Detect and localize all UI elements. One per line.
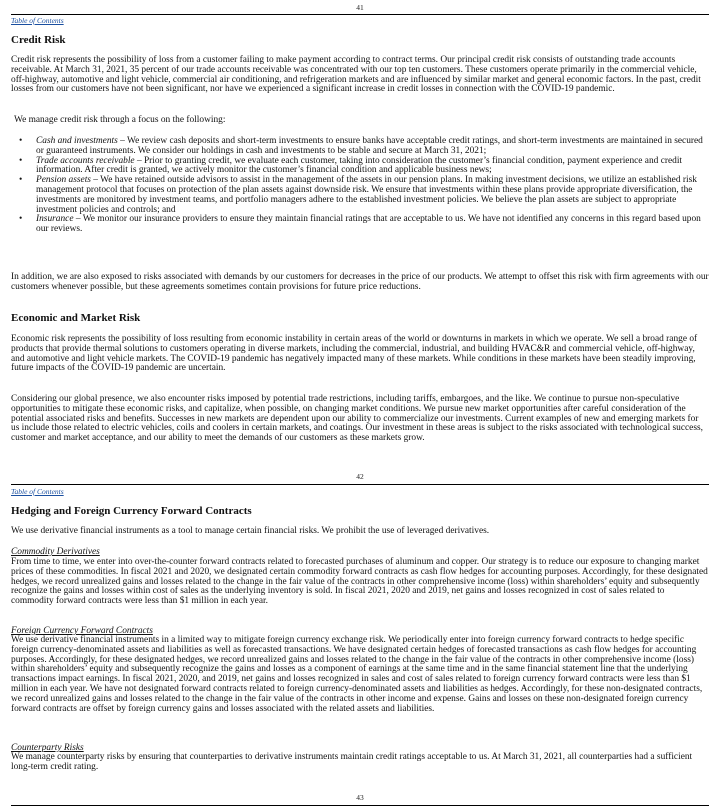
economic-risk-heading: Economic and Market Risk [11,312,141,324]
page-number: 42 [356,472,364,481]
bullet-text: – Prior to granting credit, we evaluate each customer, taking into consideration the customer’s financial condition, payment experience and credit information. After credit is granted, we actively monitor the customer’s financial condition and applicable business news; [36,155,683,176]
credit-risk-bullet-list [11,137,709,235]
bullet-text: – We have retained outside advisors to assist in the management of the assets in our pension plans. In making investment decisions, we utilize an established risk management protocol that focuses on protection of the plan assets against downside risk. We ensure that investments within these plans provide appropriate diversification, the investments are monitored by investment teams, and portfolio managers adhere to the established investment policies. We believe the plan assets are subject to appropriate investment policies and controls; and [36,175,697,215]
hedging-intro: We use derivative financial instruments as a tool to manage certain financial risks. We prohibit the use of leveraged derivatives. [11,526,490,536]
bullet-trade-receivables [11,157,709,177]
counterparty-risks-subheading: Counterparty Risks [11,743,84,753]
bullet-text: – We review cash deposits and short-term investments to ensure banks have acceptable credit ratings, and short-term investments are maintained in secured or guaranteed instruments. We consider our holdings in cash and investments to be stable and secure at March 31, 2021; [36,136,703,156]
table-of-contents-link[interactable]: Table of Contents [11,16,64,25]
bullet-pension-assets [11,176,709,215]
hedging-heading: Hedging and Foreign Currency Forward Contracts [11,505,252,517]
credit-risk-closing: In addition, we are also exposed to risks associated with demands by our customers for decreases in the price of our products. We attempt to offset this risk with firm agreements with our customers whenever possible, but these agreements sometimes contain provisions for future price reductions. [11,272,709,292]
bullet-term: Insurance [36,214,74,225]
page-divider [11,14,709,15]
bullet-term: Trade accounts receivable [36,155,135,166]
bullet-term: Pension assets [36,175,91,186]
credit-risk-intro: Credit risk represents the possibility of loss from a customer failing to make payment according to contract terms. Our principal credit risk consists of outstanding trade accounts receivable. At March 31, 2021, 35 percent of our trade accounts receivable was concentrated with our top ten customers. These customers operate primarily in the commercial vehicle, off-highway, automotive and light vehicle, commercial air conditioning, and refrigeration markets and are influenced by similar market and general economic factors. In the past, credit losses from our customers have not been significant, nor have we experienced a significant increase in credit losses in connection with the COVID-19 pandemic. [11,55,701,95]
credit-risk-heading: Credit Risk [11,34,66,46]
counterparty-risks-text: We manage counterparty risks by ensuring that counterparties to derivative instruments maintain credit ratings acceptable to us. At March 31, 2021, all counterparties had a sufficient long-term credit rating. [11,752,693,772]
page-number: 43 [356,793,364,802]
bullet-insurance [11,215,709,235]
page-divider [11,805,709,806]
economic-risk-paragraph-1: Economic risk represents the possibility of loss resulting from economic instability in certain areas of the world or downturns in markets in which we operate. We sell a broad range of products that provide thermal solutions to customers operating in diverse markets, including the commercial, industrial, and building HVAC&R and commercial vehicle, off-highway, and automotive and light vehicle markets. The COVID-19 pandemic has negatively impacted many of these markets. While conditions in these markets have been steadily improving, future impacts of the COVID-19 pandemic are uncertain. [11,334,698,374]
commodity-derivatives-text: From time to time, we enter into over-the-counter forward contracts related to forecasted purchases of aluminum and copper. Our strategy is to reduce our exposure to changing market prices of these commodities. In fiscal 2021 and 2020, we designated certain commodity forward contracts as cash flow hedges for accounting purposes. Accordingly, for these designated hedges, we record unrealized gains and losses related to the change in the fair value of the contracts in other comprehensive income (loss) within shareholders’ equity and subsequently recognize the gains and losses within cost of sales as the underlying inventory is sold. In fiscal 2021, 2020 and 2019, net gains and losses recognized in cost of sales related to commodity forward contracts were less than $1 million in each year. [11,557,708,607]
bullet-cash-investments [11,137,709,157]
credit-risk-lead: We manage credit risk through a focus on the following: [14,115,226,125]
economic-risk-paragraph-2: Considering our global presence, we also encounter risks imposed by potential trade restrictions, including tariffs, embargoes, and the like. We continue to pursue non-speculative opportunities to mitigate these economic risks, and capitalize, when possible, on changing market conditions. We pursue new market opportunities after careful consideration of the potential associated risks and benefits. Successes in new markets are dependent upon our ability to commercialize our investments. Current examples of new and emerging markets for us include those related to electric vehicles, coils and coolers in certain markets, and coatings. Our investment in these areas is subject to the risks associated with technological success, customer and market acceptance, and our ability to meet the demands of our customers as these markets grow. [11,394,703,444]
page-number: 41 [356,3,364,12]
commodity-derivatives-subheading: Commodity Derivatives [11,547,100,557]
fx-forward-contracts-text: We use derivative financial instruments in a limited way to mitigate foreign currency exchange risk. We periodically enter into foreign currency forward contracts to hedge specific foreign currency-denominated assets and liabilities as well as forecasted transactions. We have designated certain hedges of forecasted transactions as cash flow hedges for accounting purposes. Accordingly, for these designated hedges, we record unrealized gains and losses related to the change in the fair value of the contracts in other comprehensive income (loss) within shareholders’ equity and subsequently recognize the gains and losses as a component of earnings at the same time and in the same financial statement line that the underlying transactions impact earnings. In fiscal 2021, 2020, and 2019, net gains and losses recognized in sales and cost of sales related to foreign currency forward contracts were less than $1 million in each year. We have not designated forward contracts related to foreign currency-denominated assets and liabilities as hedges. Accordingly, for these non-designated contracts, we record unrealized gains and losses related to the change in the fair value of the contracts in other income and expense. Gains and losses on these non-designated foreign currency forward contracts are offset by foreign currency gains and losses associated with the related assets and liabilities. [11,635,703,714]
fx-forward-contracts-subheading: Foreign Currency Forward Contracts [11,626,153,636]
bullet-text: – We monitor our insurance providers to ensure they maintain financial ratings that are acceptable to us. We have not identified any concerns in this regard based upon our reviews. [36,214,701,235]
page-divider [11,484,709,485]
table-of-contents-link[interactable]: Table of Contents [11,487,64,496]
bullet-term: Cash and investments [36,136,118,146]
